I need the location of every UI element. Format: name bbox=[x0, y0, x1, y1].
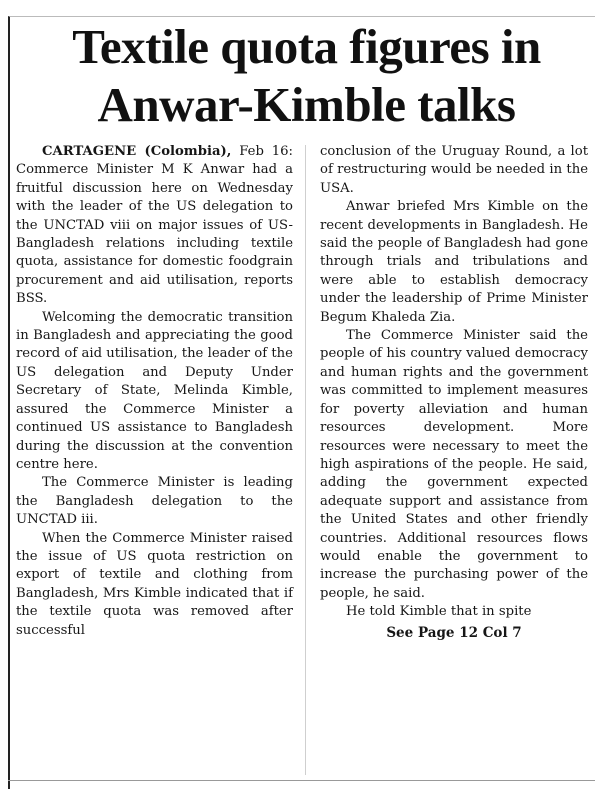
article-column-1 bbox=[16, 143, 293, 640]
continuation-link[interactable]: See Page 12 Col 7 bbox=[386, 624, 522, 641]
headline-line-2: Anwar-Kimble talks bbox=[97, 77, 516, 132]
headline bbox=[14, 18, 599, 134]
paragraph: Welcoming the democratic transition in Bangladesh and appreciating the good record of aid utilisation, the leader of the US delegation and Deputy Under Secretary of State, Melinda Kimble, assured the Commerce Minister a continued US assistance to Bangladesh during the discussion at the convention centre here. bbox=[16, 309, 293, 472]
paragraph: The Commerce Minister is leading the Bangladesh delegation to the UNCTAD iii. bbox=[16, 475, 293, 528]
headline-line-1: Textile quota figures in bbox=[72, 19, 541, 74]
paragraph: conclusion of the Uruguay Round, a lot of restructuring would be needed in the USA. bbox=[320, 144, 588, 196]
paragraph-text: Feb 16: Commerce Minister M K Anwar had a fruitful discussion here on Wednesday with the leader of the US delegation to the UNCTAD viii on major issues of US-Bangladesh relations including textile quota, assistance for domestic foodgrain procurement and aid utilisation, reports BSS. bbox=[16, 144, 293, 307]
paragraph: When the Commerce Minister raised the issue of US quota restriction on export of textile and clothing from Bangladesh, Mrs Kimble indicated that if the textile quota was removed after successful bbox=[16, 530, 293, 638]
bottom-rule bbox=[8, 780, 595, 781]
paragraph: Anwar briefed Mrs Kimble on the recent developments in Bangladesh. He said the people of Bangladesh had gone through trials and tribulations and were able to establish democracy under the leadership of Prime Minister Begum Khaleda Zia. bbox=[320, 199, 588, 325]
column-divider bbox=[305, 145, 306, 775]
paragraph bbox=[16, 143, 293, 309]
paragraph: He told Kimble that in spite bbox=[346, 604, 532, 620]
article-column-2 bbox=[320, 143, 588, 642]
paragraph: The Commerce Minister said the people of his country valued democracy and human rights and the government was committed to implement measures for poverty alleviation and human resources development. More resources were necessary to meet the high aspirations of the people. He said, adding the government expected adequate support and assistance from the United States and other friendly countries. Additional resources flows would enable the government to increase the purchasing power of the people, he said. bbox=[320, 328, 588, 601]
dateline: CARTAGENE (Colombia), bbox=[42, 144, 232, 159]
